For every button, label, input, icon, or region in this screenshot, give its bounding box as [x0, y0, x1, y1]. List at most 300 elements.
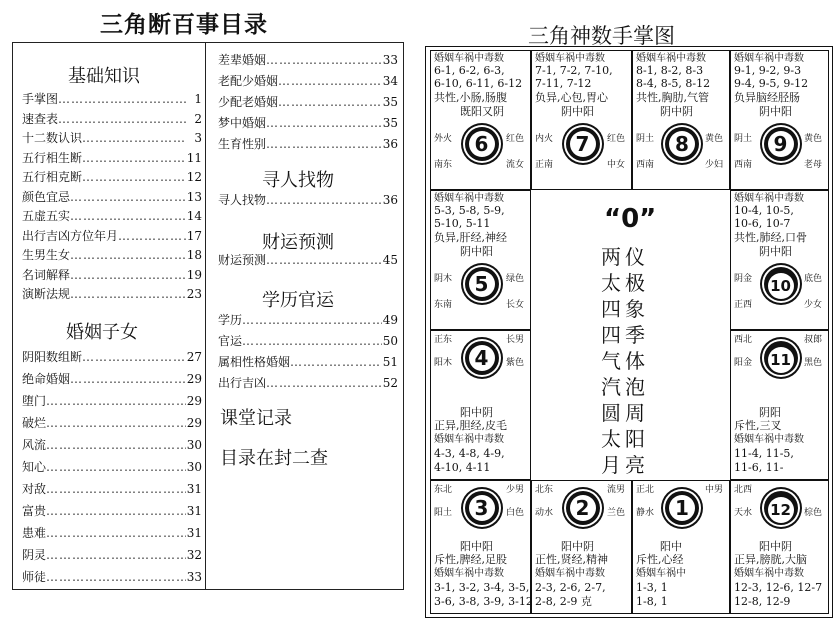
toc-entry	[22, 456, 202, 478]
toc-entry-label: 少配老婚姻	[218, 95, 279, 109]
palm-organs-text: 负异,肝经,神经	[434, 231, 507, 244]
palm-br-text: 紫色	[506, 358, 525, 368]
palm-cell-11	[730, 330, 829, 480]
toc-column-divider	[205, 42, 206, 590]
palm-nums-text: 7-11, 7-12	[535, 77, 592, 90]
cell-number: 2	[570, 495, 596, 521]
section-education: 学历官运	[262, 290, 334, 311]
palm-tl-text: 阴土	[636, 134, 655, 144]
toc-entry-label: 速查表	[22, 111, 59, 126]
toc-leader-dots	[266, 190, 382, 210]
right-top-entry-list	[218, 50, 398, 155]
section-basic: 基础知识	[68, 66, 140, 87]
basic-entry-list	[22, 90, 202, 305]
palm-organs-text: 正异,膀胱,大脑	[734, 553, 807, 566]
toc-leader-dots	[82, 129, 186, 149]
palm-head-text: 婚姻车祸中	[636, 568, 686, 579]
palm-chart-title: 三角神数手掌图	[528, 24, 675, 48]
palm-tl-text: 北西	[734, 485, 753, 495]
toc-leader-dots	[266, 113, 382, 134]
toc-entry-label: 五虚五实	[22, 209, 71, 223]
toc-entry-label: 生男生女	[22, 248, 71, 262]
palm-tl-text: 内火	[535, 134, 554, 144]
cell-number: 8	[669, 131, 695, 157]
palm-tr-text: 底色	[804, 274, 823, 284]
toc-entry	[218, 50, 398, 71]
toc-entry	[22, 522, 202, 544]
toc-entry-label: 手掌图	[22, 92, 59, 106]
palm-head-text: 婚姻车祸中毒数	[434, 53, 504, 64]
toc-entry-page: 32	[186, 548, 202, 562]
palm-nums-text: 6-10, 6-11, 6-12	[434, 77, 523, 90]
palm-nums-text: 9-4, 9-5, 9-12	[734, 77, 809, 90]
palm-tl-text: 阴金	[734, 274, 753, 284]
toc-entry-label: 五行相生断	[22, 150, 83, 165]
toc-entry	[22, 390, 202, 412]
palm-bl-text: 正西	[734, 300, 753, 310]
palm-tl-text: 外火	[434, 134, 453, 144]
number-circle-icon	[566, 127, 600, 161]
palm-br-text: 少女	[804, 300, 823, 310]
toc-entry-label: 官运	[218, 334, 243, 348]
palm-organs-text: 共性,小肠,肠腹	[434, 91, 507, 104]
toc-leader-dots	[70, 285, 186, 305]
number-circle-icon	[465, 341, 499, 375]
cell-number: 7	[570, 131, 596, 157]
cell-number: 11	[768, 347, 794, 373]
palm-nums-text: 3-1, 3-2, 3-4, 3-5,	[434, 581, 530, 594]
palm-bl-text: 西南	[734, 160, 753, 170]
toc-entry-label: 演断法规	[22, 287, 71, 301]
palm-bl-text: 阳土	[434, 508, 453, 518]
palm-organs-text: 正性,贤经,精神	[535, 553, 608, 566]
toc-entry	[22, 566, 202, 588]
palm-yin-text: 阳中阴	[561, 540, 594, 553]
palm-nums-text: 3-6, 3-8, 3-9, 3-12	[434, 595, 533, 608]
palm-tl-text: 阴木	[434, 274, 453, 284]
center-char-line: 气体	[601, 349, 649, 373]
palm-nums-text: 2-8, 2-9 克	[535, 595, 592, 608]
palm-cell-5	[430, 190, 531, 330]
toc-entry-page: 35	[382, 116, 398, 130]
number-circle-icon	[665, 127, 699, 161]
palm-tl-text: 西北	[734, 335, 753, 345]
number-circle-icon	[764, 341, 798, 375]
find-entry-list	[218, 190, 398, 210]
toc-entry-page: 33	[186, 570, 202, 584]
palm-br-text: 老母	[804, 160, 823, 170]
palm-organs-text: 负异脑经胫肠	[734, 91, 800, 104]
palm-nums-text: 9-1, 9-2, 9-3	[734, 64, 802, 77]
palm-head-text: 婚姻车祸中毒数	[535, 568, 605, 579]
palm-cell-8	[632, 50, 730, 190]
toc-entry-page: 33	[382, 53, 398, 67]
toc-leader-dots	[46, 566, 186, 588]
toc-entry	[218, 373, 398, 394]
toc-entry	[218, 113, 398, 134]
palm-bl-text: 阳木	[434, 358, 453, 368]
palm-nums-text: 5-3, 5-8, 5-9,	[434, 204, 505, 217]
toc-entry-label: 名词解释	[22, 267, 71, 282]
toc-leader-dots	[82, 149, 186, 169]
toc-entry-label: 出行吉凶方位年月	[22, 228, 119, 243]
palm-bl-text: 天水	[734, 508, 753, 518]
palm-yin-text: 既阳又阴	[460, 105, 504, 118]
center-char-line: 四象	[601, 297, 649, 321]
toc-entry-label: 破烂	[22, 416, 47, 430]
toc-entry	[218, 71, 398, 92]
palm-head-text: 婚姻车祸中毒数	[434, 193, 504, 204]
palm-organs-text: 负异,心包,胃心	[535, 91, 608, 104]
palm-bl-text: 西南	[636, 160, 655, 170]
toc-entry	[22, 207, 202, 227]
palm-br-text: 长女	[506, 300, 525, 310]
toc-entry-label: 差辈婚姻	[218, 53, 267, 67]
toc-entry	[22, 500, 202, 522]
toc-leader-dots	[70, 368, 186, 390]
cell-number: 1	[669, 495, 695, 521]
palm-br-text: 兰色	[607, 508, 626, 518]
toc-leader-dots	[118, 227, 186, 247]
palm-bl-text: 正南	[535, 160, 554, 170]
number-circle-icon	[764, 267, 798, 301]
center-chars	[601, 244, 649, 478]
toc-leader-dots	[46, 478, 186, 500]
toc-entry-label: 寻人找物	[218, 193, 267, 207]
toc-leader-dots	[58, 90, 186, 110]
palm-nums-text: 12-8, 12-9	[734, 595, 791, 608]
toc-entry	[218, 250, 398, 270]
toc-entry	[22, 149, 202, 169]
toc-leader-dots	[46, 500, 186, 522]
education-entry-list	[218, 310, 398, 394]
palm-tr-text: 少男	[506, 485, 525, 495]
palm-organs-text: 斥性,心经	[636, 553, 684, 566]
palm-organs-text: 正异,胆经,皮毛	[434, 419, 507, 432]
palm-nums-text: 4-3, 4-8, 4-9,	[434, 447, 505, 460]
toc-entry-label: 富贵	[22, 504, 47, 518]
toc-entry-label: 五行相克断	[22, 170, 83, 184]
toc-leader-dots	[46, 412, 186, 434]
cell-number: 10	[768, 273, 794, 299]
toc-entry	[22, 346, 202, 368]
toc-entry-label: 师徒	[22, 570, 47, 584]
palm-cell-1	[632, 480, 730, 614]
center-char-line: 圆周	[601, 401, 649, 425]
palm-nums-text: 10-4, 10-5,	[734, 204, 794, 217]
toc-leader-dots	[242, 310, 382, 331]
palm-yin-text: 阳中阴	[759, 540, 792, 553]
toc-entry-label: 知心	[22, 460, 47, 474]
toc-leader-dots	[46, 390, 186, 412]
number-circle-icon	[665, 491, 699, 525]
palm-head-text: 婚姻车祸中毒数	[434, 568, 504, 579]
wealth-entry-list	[218, 250, 398, 270]
toc-entry-label: 对敌	[22, 482, 47, 496]
palm-tl-text: 东北	[434, 485, 453, 495]
toc-title: 三角断百事目录	[100, 12, 268, 38]
toc-entry-page: 29	[186, 372, 202, 386]
toc-entry	[22, 434, 202, 456]
palm-head-text: 婚姻车祸中毒数	[434, 434, 504, 445]
number-circle-icon	[465, 267, 499, 301]
toc-leader-dots	[278, 71, 382, 92]
palm-yin-text: 阳中阴	[460, 406, 493, 419]
toc-entry	[22, 246, 202, 266]
toc-entry	[22, 90, 202, 110]
toc-entry-label: 出行吉凶	[218, 376, 267, 390]
toc-entry	[218, 134, 398, 155]
center-zero-title: “0”	[604, 204, 657, 234]
palm-organs-text: 共性,肺经,口骨	[734, 231, 807, 244]
toc-entry-page: 31	[186, 482, 202, 496]
cell-number: 3	[469, 495, 495, 521]
toc-entry-page: 31	[186, 526, 202, 540]
toc-entry-label: 堕门	[22, 394, 47, 408]
toc-entry-label: 财运预测	[218, 253, 267, 267]
palm-nums-text: 7-1, 7-2, 7-10,	[535, 64, 613, 77]
toc-entry-label: 阴灵	[22, 548, 47, 562]
palm-tr-text: 红色	[607, 134, 626, 144]
toc-entry-page: 51	[382, 355, 398, 369]
palm-nums-text: 5-10, 5-11	[434, 217, 491, 230]
center-char-line: 四季	[601, 323, 649, 347]
section-classroom: 课堂记录	[220, 408, 292, 429]
palm-nums-text: 2-3, 2-6, 2-7,	[535, 581, 606, 594]
palm-yin-text: 阴中阳	[759, 245, 792, 258]
palm-nums-text: 1-8, 1	[636, 595, 668, 608]
palm-yin-text: 阴中阳	[759, 105, 792, 118]
palm-head-text: 婚姻车祸中毒数	[636, 53, 706, 64]
toc-leader-dots	[266, 134, 382, 155]
toc-entry	[22, 544, 202, 566]
toc-entry-label: 梦中婚姻	[218, 116, 267, 130]
toc-entry-page: 1	[194, 92, 202, 106]
palm-nums-text: 6-1, 6-2, 6-3,	[434, 64, 505, 77]
palm-bl-text: 静水	[636, 508, 655, 518]
palm-br-text: 棕色	[804, 508, 823, 518]
toc-entry-label: 阴阳数组断	[22, 350, 83, 364]
toc-leader-dots	[46, 544, 186, 566]
toc-entry	[218, 352, 398, 373]
palm-tr-text: 流男	[607, 485, 626, 495]
toc-entry-page: 13	[186, 189, 202, 204]
number-circle-icon	[764, 491, 798, 525]
toc-entry-page: 14	[186, 209, 202, 223]
palm-head-text: 婚姻车祸中毒数	[734, 53, 804, 64]
palm-br-text: 白色	[506, 508, 525, 518]
palm-cell-7	[531, 50, 632, 190]
toc-entry	[22, 110, 202, 130]
toc-entry	[22, 227, 202, 247]
palm-yin-text: 阳中阳	[460, 540, 493, 553]
palm-nums-text: 8-4, 8-5, 8-12	[636, 77, 711, 90]
toc-leader-dots	[70, 207, 186, 227]
toc-entry-page: 35	[382, 95, 398, 109]
toc-entry-page: 29	[186, 394, 202, 408]
toc-entry-page: 34	[382, 74, 398, 88]
toc-leader-dots	[46, 434, 186, 456]
section-marriage: 婚姻子女	[66, 322, 138, 343]
toc-entry-page: 17	[186, 228, 202, 243]
toc-entry	[22, 412, 202, 434]
center-char-line: 汽泡	[601, 375, 649, 399]
toc-entry-label: 颜色宜忌	[22, 189, 71, 204]
palm-nums-text: 11-4, 11-5,	[734, 447, 794, 460]
toc-leader-dots	[58, 110, 186, 130]
number-circle-icon	[764, 127, 798, 161]
palm-tr-text: 绿色	[506, 274, 525, 284]
toc-entry-page: 30	[186, 460, 202, 474]
palm-bl-text: 动水	[535, 508, 554, 518]
palm-br-text: 中女	[607, 160, 626, 170]
palm-br-text: 黑色	[804, 358, 823, 368]
palm-cell-6	[430, 50, 531, 190]
palm-tr-text: 长男	[506, 335, 525, 345]
toc-leader-dots	[290, 352, 382, 373]
toc-entry-page: 36	[382, 193, 398, 207]
toc-entry-page: 29	[186, 416, 202, 430]
palm-cell-3	[430, 480, 531, 614]
palm-cell-2	[531, 480, 632, 614]
toc-entry	[22, 285, 202, 305]
toc-leader-dots	[46, 522, 186, 544]
toc-entry-page: 3	[194, 131, 202, 145]
toc-entry-label: 患难	[22, 526, 47, 540]
palm-cell-4	[430, 330, 531, 480]
palm-tl-text: 北东	[535, 485, 554, 495]
toc-entry	[22, 129, 202, 149]
number-circle-icon	[465, 491, 499, 525]
toc-entry-page: 18	[186, 248, 202, 262]
toc-leader-dots	[46, 456, 186, 478]
palm-nums-text: 1-3, 1	[636, 581, 668, 594]
palm-tr-text: 叔郎	[804, 335, 823, 345]
toc-entry-label: 风流	[22, 438, 47, 452]
toc-leader-dots	[70, 266, 186, 286]
palm-organs-text: 斥性,三叉	[734, 419, 782, 432]
toc-leader-dots	[266, 373, 382, 394]
palm-bl-text: 阳金	[734, 358, 753, 368]
toc-entry	[22, 478, 202, 500]
marriage-entry-list	[22, 346, 202, 588]
toc-entry-label: 属相性格婚姻	[218, 355, 291, 369]
palm-cell-10	[730, 190, 829, 330]
toc-entry-label: 绝命婚姻	[22, 372, 71, 386]
toc-entry-label: 老配少婚姻	[218, 74, 279, 88]
toc-leader-dots	[266, 50, 382, 71]
toc-leader-dots	[266, 250, 382, 270]
toc-entry-page: 2	[194, 111, 202, 126]
cover-note: 目录在封二查	[220, 448, 328, 469]
toc-entry-label: 学历	[218, 313, 243, 327]
toc-entry-label: 生育性别	[218, 137, 267, 151]
toc-entry-page: 52	[382, 376, 398, 390]
palm-yin-text: 阴中阴	[660, 105, 693, 118]
toc-entry-page: 45	[382, 253, 398, 267]
palm-tl-text: 阴土	[734, 134, 753, 144]
center-char-line: 太极	[601, 271, 649, 295]
palm-head-text: 婚姻车祸中毒数	[734, 193, 804, 204]
toc-leader-dots	[82, 346, 186, 368]
toc-entry	[22, 188, 202, 208]
palm-organs-text: 共性,胸肋,气管	[636, 91, 709, 104]
toc-entry	[22, 266, 202, 286]
number-circle-icon	[566, 491, 600, 525]
palm-tl-text: 正东	[434, 335, 453, 345]
palm-organs-text: 斥性,脾经,足股	[434, 553, 507, 566]
cell-number: 4	[469, 345, 495, 371]
palm-tr-text: 黄色	[705, 134, 724, 144]
toc-leader-dots	[70, 188, 186, 208]
toc-entry-page: 27	[186, 350, 202, 364]
toc-entry-page: 30	[186, 438, 202, 452]
cell-number: 9	[768, 131, 794, 157]
palm-cell-9	[730, 50, 829, 190]
palm-head-text: 婚姻车祸中毒数	[734, 568, 804, 579]
toc-entry-page: 49	[382, 313, 398, 327]
palm-nums-text: 11-6, 11-	[734, 461, 784, 474]
palm-bl-text: 南东	[434, 160, 453, 170]
toc-entry-page: 50	[382, 334, 398, 348]
toc-entry	[218, 190, 398, 210]
toc-leader-dots	[70, 246, 186, 266]
palm-nums-text: 10-6, 10-7	[734, 217, 791, 230]
toc-entry	[218, 331, 398, 352]
palm-cell-12	[730, 480, 829, 614]
toc-entry-page: 11	[186, 150, 202, 165]
toc-entry-page: 19	[186, 267, 202, 282]
cell-number: 6	[469, 131, 495, 157]
toc-entry-page: 23	[186, 287, 202, 301]
palm-head-text: 婚姻车祸中毒数	[734, 434, 804, 445]
palm-yin-text: 阴阳	[759, 406, 781, 419]
palm-nums-text: 8-1, 8-2, 8-3	[636, 64, 704, 77]
toc-leader-dots	[242, 331, 382, 352]
toc-entry-page: 12	[186, 170, 202, 184]
palm-tl-text: 正北	[636, 485, 655, 495]
toc-entry-page: 36	[382, 137, 398, 151]
palm-head-text: 婚姻车祸中毒数	[535, 53, 605, 64]
section-wealth: 财运预测	[262, 232, 334, 253]
palm-br-text: 流女	[506, 160, 525, 170]
palm-br-text: 少妇	[705, 160, 724, 170]
palm-nums-text: 12-3, 12-6, 12-7	[734, 581, 823, 594]
center-char-line: 月亮	[601, 453, 649, 477]
center-char-line: 太阳	[601, 427, 649, 451]
toc-entry	[218, 310, 398, 331]
toc-entry	[22, 168, 202, 188]
palm-tr-text: 红色	[506, 134, 525, 144]
toc-entry-page: 31	[186, 504, 202, 518]
center-char-line: 两仪	[601, 245, 649, 269]
palm-yin-text: 阴中阳	[561, 105, 594, 118]
section-find: 寻人找物	[262, 170, 334, 191]
toc-entry	[218, 92, 398, 113]
toc-entry	[22, 368, 202, 390]
cell-number: 5	[469, 271, 495, 297]
palm-yin-text: 阳中	[660, 540, 682, 553]
number-circle-icon	[465, 127, 499, 161]
palm-tr-text: 黄色	[804, 134, 823, 144]
palm-nums-text: 4-10, 4-11	[434, 461, 491, 474]
toc-entry-label: 十二数认识	[22, 131, 83, 145]
palm-yin-text: 阴中阳	[460, 245, 493, 258]
palm-bl-text: 东南	[434, 300, 453, 310]
palm-tr-text: 中男	[705, 485, 724, 495]
toc-leader-dots	[278, 92, 382, 113]
toc-leader-dots	[82, 168, 186, 188]
